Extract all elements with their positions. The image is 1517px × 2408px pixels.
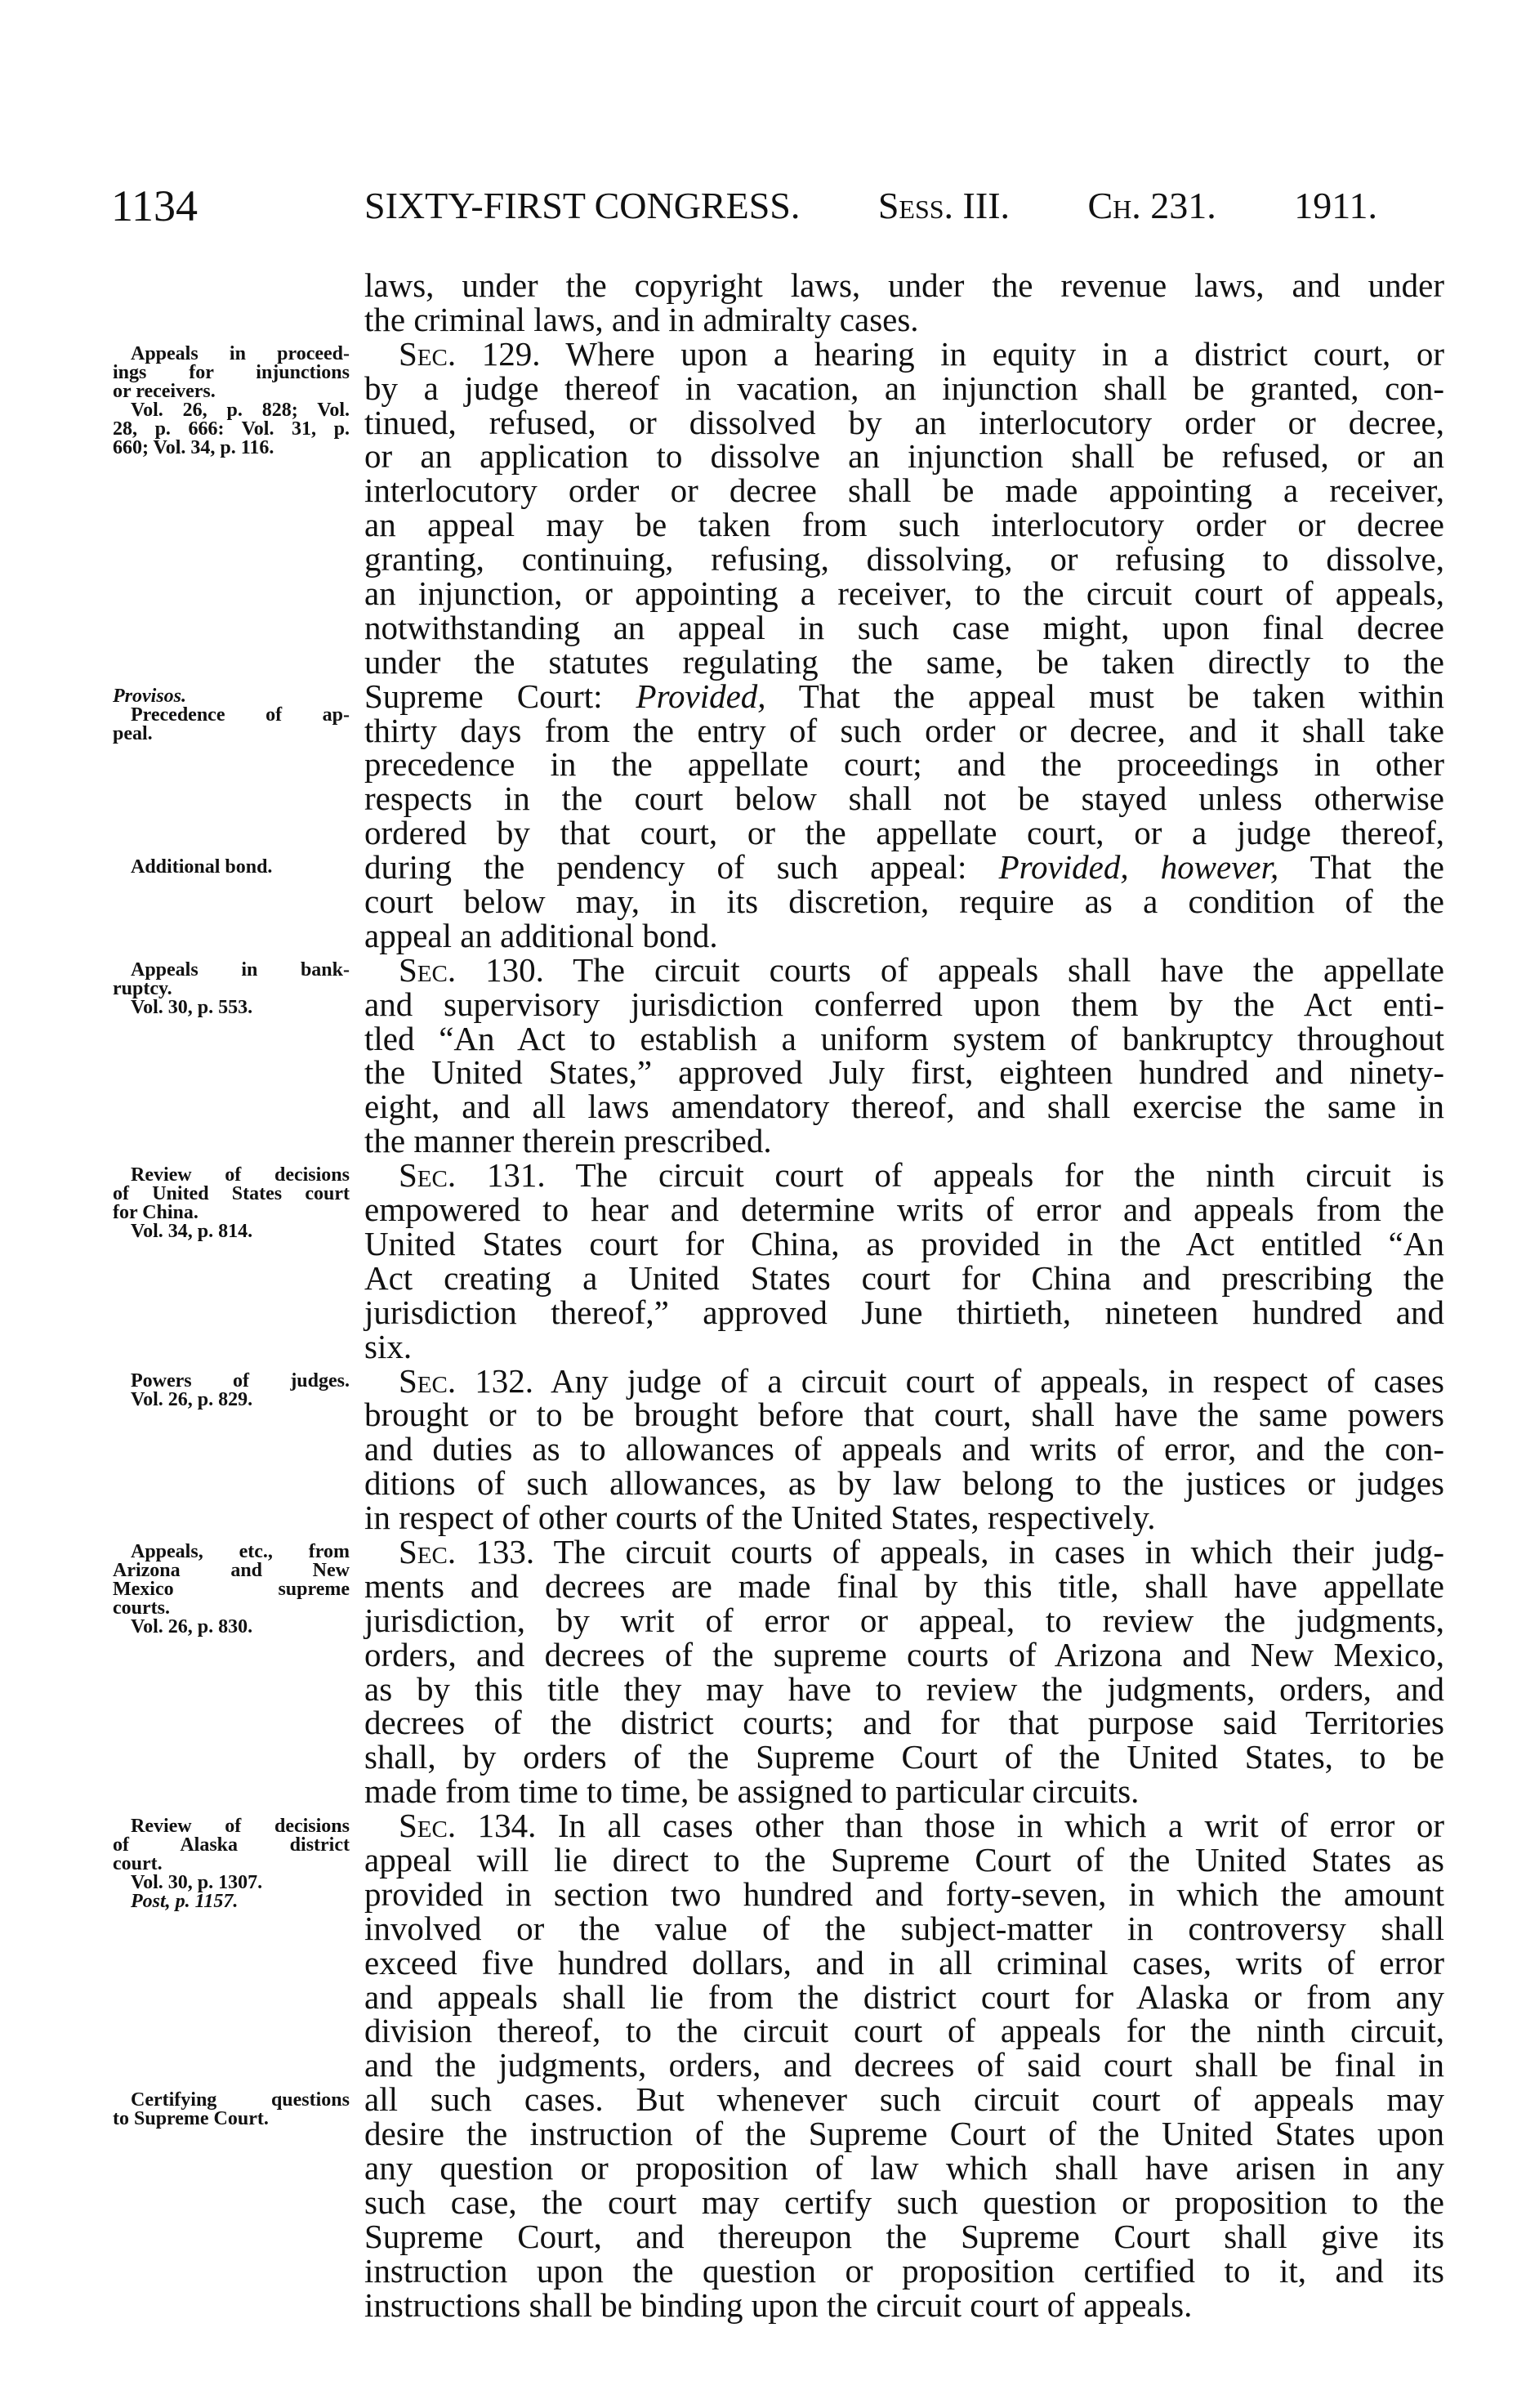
- text-line: empowered to hear and determine writs of error and appeals from the: [364, 1191, 1444, 1229]
- margin-note-appeals-arizona-new-mexico: [113, 1543, 350, 1637]
- text-segment: Any judge of a circuit court of appeals, in respect of cases: [533, 1361, 1444, 1400]
- text-line: provided in section two hundred and forty-seven, in which the amount: [364, 1874, 1444, 1913]
- margin-note-line: Additional bond.: [131, 856, 273, 878]
- margin-note-line: of United States court: [113, 1183, 350, 1205]
- margin-note-line: Precedence of ap-: [131, 704, 350, 726]
- margin-note-line: Vol. 26, p. 830.: [131, 1616, 253, 1638]
- margin-note-line: Provisos.: [113, 685, 186, 707]
- text-line: brought or to be brought before that court, shall have the same powers: [364, 1396, 1444, 1434]
- text-line: precedence in the appellate court; and the proceedings in other: [364, 745, 1444, 784]
- section-number: Sec. 131.: [399, 1156, 546, 1195]
- text-line: or an application to dissolve an injunction shall be refused, or an: [364, 437, 1444, 476]
- text-line: ordered by that court, or the appellate court, or a judge thereof,: [364, 814, 1444, 852]
- margin-note-line: 660; Vol. 34, p. 116.: [113, 436, 274, 458]
- text-line: any question or proposition of law which shall have arisen in any: [364, 2148, 1444, 2187]
- section-number: Sec. 130.: [399, 950, 544, 989]
- text-line: the criminal laws, and in admiralty cases.: [364, 300, 919, 338]
- text-line: [364, 334, 1445, 373]
- margin-note-line: or receivers.: [113, 380, 216, 402]
- text-line: all such cases. But whenever such circuit court of appeals may: [364, 2080, 1444, 2119]
- text-line: an injunction, or appointing a receiver, to the circuit court of appeals,: [364, 574, 1444, 613]
- section-number: Sec. 134.: [399, 1807, 537, 1845]
- statute-body-text: [364, 266, 1445, 2324]
- italic-proviso: Provided,: [636, 677, 766, 715]
- margin-note-provisos: [113, 687, 350, 744]
- margin-note-line: for China.: [113, 1202, 199, 1224]
- text-segment: Where upon a hearing in equity in a district court, or: [540, 334, 1445, 373]
- text-line: [364, 848, 1444, 887]
- margin-note-line: Review of decisions: [131, 1164, 350, 1186]
- text-line: ditions of such allowances, as by law belong to the justices or judges: [364, 1464, 1444, 1503]
- margin-note-line: court.: [113, 1852, 163, 1874]
- text-segment: The circuit courts of appeals shall have the appellate: [543, 950, 1445, 989]
- italic-proviso: Provided, however,: [998, 848, 1279, 887]
- text-line: [364, 950, 1445, 989]
- running-head-congress: SIXTY-FIRST CONGRESS.: [364, 185, 801, 226]
- page-number: 1134: [111, 181, 198, 230]
- text-segment: In all cases other than those in which a writ of error or: [536, 1807, 1445, 1845]
- running-head-session: Sess. III.: [877, 185, 1011, 226]
- text-line: the manner therein prescribed.: [364, 1122, 772, 1160]
- text-line: instruction upon the question or proposition certified to it, and its: [364, 2251, 1444, 2290]
- text-line: instructions shall be binding upon the circuit court of appeals.: [364, 2285, 1193, 2324]
- text-line: orders, and decrees of the supreme courts of Arizona and New Mexico,: [364, 1635, 1444, 1673]
- margin-note-line: ings for injunctions: [113, 361, 350, 383]
- text-line: shall, by orders of the Supreme Court of the United States, to be: [364, 1738, 1444, 1776]
- margin-note-line: Appeals in bank-: [131, 959, 350, 981]
- running-head-chapter: Ch. 231.: [1087, 185, 1216, 226]
- text-line: under the statutes regulating the same, be taken directly to the: [364, 642, 1444, 681]
- margin-note-appeals-bankruptcy: [113, 961, 350, 1017]
- running-head-year: 1911.: [1294, 185, 1377, 226]
- text-line: as by this title they may have to review the judgments, orders, and: [364, 1669, 1444, 1708]
- text-segment: That the: [1278, 848, 1444, 887]
- margin-note-line: Powers of judges.: [131, 1369, 350, 1392]
- text-line: granting, continuing, refusing, dissolving, or refusing to dissolve,: [364, 540, 1444, 579]
- text-line: thirty days from the entry of such order or decree, and it shall take: [364, 711, 1444, 749]
- text-line: eight, and all laws amendatory thereof, and shall exercise the same in: [364, 1088, 1444, 1126]
- text-line: court below may, in its discretion, require as a condition of the: [364, 882, 1444, 921]
- margin-note-line: Certifying questions: [131, 2089, 350, 2111]
- margin-note-appeals-injunctions: [113, 342, 350, 458]
- margin-note-certifying-questions: [113, 2091, 350, 2129]
- text-line: laws, under the copyright laws, under the revenue laws, and under: [364, 266, 1444, 304]
- text-line: and supervisory jurisdiction conferred upon them by the Act enti-: [364, 985, 1444, 1023]
- text-segment: The circuit court of appeals for the ninth circuit is: [545, 1156, 1445, 1195]
- text-line: [364, 1809, 1444, 1843]
- margin-note-powers-of-judges: [113, 1369, 350, 1410]
- margin-note-line: Arizona and New: [113, 1560, 350, 1582]
- text-line: Supreme Court, and thereupon the Supreme Court shall give its: [364, 2217, 1444, 2255]
- text-line: and duties as to allowances of appeals and writs of error, and the con-: [364, 1430, 1444, 1468]
- text-line: involved or the value of the subject-matter in controversy shall: [364, 1909, 1444, 1947]
- margin-note-review-china: [113, 1166, 350, 1241]
- margin-note-line: Appeals, etc., from: [131, 1541, 350, 1563]
- section-number: Sec. 129.: [399, 334, 541, 373]
- text-line: ments and decrees are made final by this title, shall have appellate: [364, 1566, 1444, 1605]
- text-segment: The circuit courts of appeals, in cases in which their judg-: [534, 1532, 1444, 1570]
- text-line: division thereof, to the circuit court of appeals for the ninth circuit,: [364, 2012, 1444, 2050]
- margin-note-line: Vol. 26, p. 828; Vol.: [131, 399, 350, 421]
- text-line: such case, the court may certify such question or proposition to the: [364, 2182, 1444, 2221]
- text-line: desire the instruction of the Supreme Court of the United States upon: [364, 2115, 1444, 2153]
- text-line: jurisdiction thereof,” approved June thirtieth, nineteen hundred and: [364, 1293, 1444, 1331]
- text-line: appeal will lie direct to the Supreme Court of the United States as: [364, 1840, 1444, 1879]
- text-line: by a judge thereof in vacation, an injunction shall be granted, con-: [364, 369, 1444, 407]
- text-segment: during the pendency of such appeal:: [364, 848, 999, 887]
- text-line: and appeals shall lie from the district court for Alaska or from any: [364, 1977, 1444, 2016]
- text-line: notwithstanding an appeal in such case might, upon final decree: [364, 608, 1444, 646]
- text-line: exceed five hundred dollars, and in all criminal cases, writs of error: [364, 1943, 1444, 1981]
- margin-note-line: Vol. 26, p. 829.: [131, 1388, 253, 1410]
- text-line: [364, 1361, 1444, 1400]
- text-line: the United States,” approved July first, eighteen hundred and ninety-: [364, 1053, 1444, 1092]
- text-line: made from time to time, be assigned to particular circuits.: [364, 1772, 1140, 1811]
- margin-note-line: 28, p. 666: Vol. 31, p.: [113, 418, 350, 440]
- margin-note-line: Vol. 30, p. 553.: [131, 997, 253, 1018]
- running-head: [364, 181, 1377, 230]
- text-line: United States court for China, as provided in the Act entitled “An: [364, 1224, 1444, 1262]
- text-line: appeal an additional bond.: [364, 916, 718, 954]
- margin-note-line: Vol. 34, p. 814.: [131, 1221, 253, 1243]
- margin-note-line: peal.: [113, 722, 153, 744]
- margin-note-line: to Supreme Court.: [113, 2107, 269, 2129]
- margin-note-line: ruptcy.: [113, 978, 172, 999]
- text-line: respects in the court below shall not be stayed unless otherwise: [364, 780, 1444, 818]
- margin-note-line: courts.: [113, 1597, 170, 1619]
- margin-note-line: Vol. 30, p. 1307.: [131, 1871, 263, 1893]
- text-line: [364, 1532, 1444, 1570]
- text-line: six.: [364, 1327, 413, 1365]
- text-line: tled “An Act to establish a uniform system of bankruptcy throughout: [364, 1019, 1444, 1057]
- text-segment: That the appeal must be taken within: [765, 677, 1444, 715]
- text-line: and the judgments, orders, and decrees of said court shall be final in: [364, 2046, 1444, 2084]
- text-line: in respect of other courts of the United States, respectively.: [364, 1499, 1156, 1537]
- margin-note-line: Review of decisions: [131, 1815, 350, 1837]
- margin-note-line: of Alaska district: [113, 1834, 350, 1856]
- margin-note-line: Mexico supreme: [113, 1579, 350, 1601]
- margin-note-review-alaska: [113, 1817, 350, 1911]
- text-line: interlocutory order or decree shall be made appointing a receiver,: [364, 471, 1444, 510]
- text-segment: Supreme Court:: [364, 677, 636, 715]
- text-line: [364, 677, 1444, 715]
- margin-note-line: Appeals in proceed-: [131, 342, 350, 364]
- text-line: decrees of the district courts; and for that purpose said Territories: [364, 1704, 1444, 1742]
- text-line: Act creating a United States court for China and prescribing the: [364, 1258, 1444, 1297]
- text-line: an appeal may be taken from such interlocutory order or decree: [364, 506, 1444, 544]
- margin-note-line: Post, p. 1157.: [131, 1890, 239, 1912]
- margin-note-additional-bond: [113, 858, 350, 877]
- section-number: Sec. 132.: [399, 1361, 534, 1400]
- section-number: Sec. 133.: [399, 1532, 535, 1570]
- text-line: [364, 1156, 1445, 1195]
- text-line: tinued, refused, or dissolved by an interlocutory order or decree,: [364, 403, 1444, 441]
- text-line: jurisdiction, by writ of error or appeal, to review the judgments,: [364, 1601, 1444, 1639]
